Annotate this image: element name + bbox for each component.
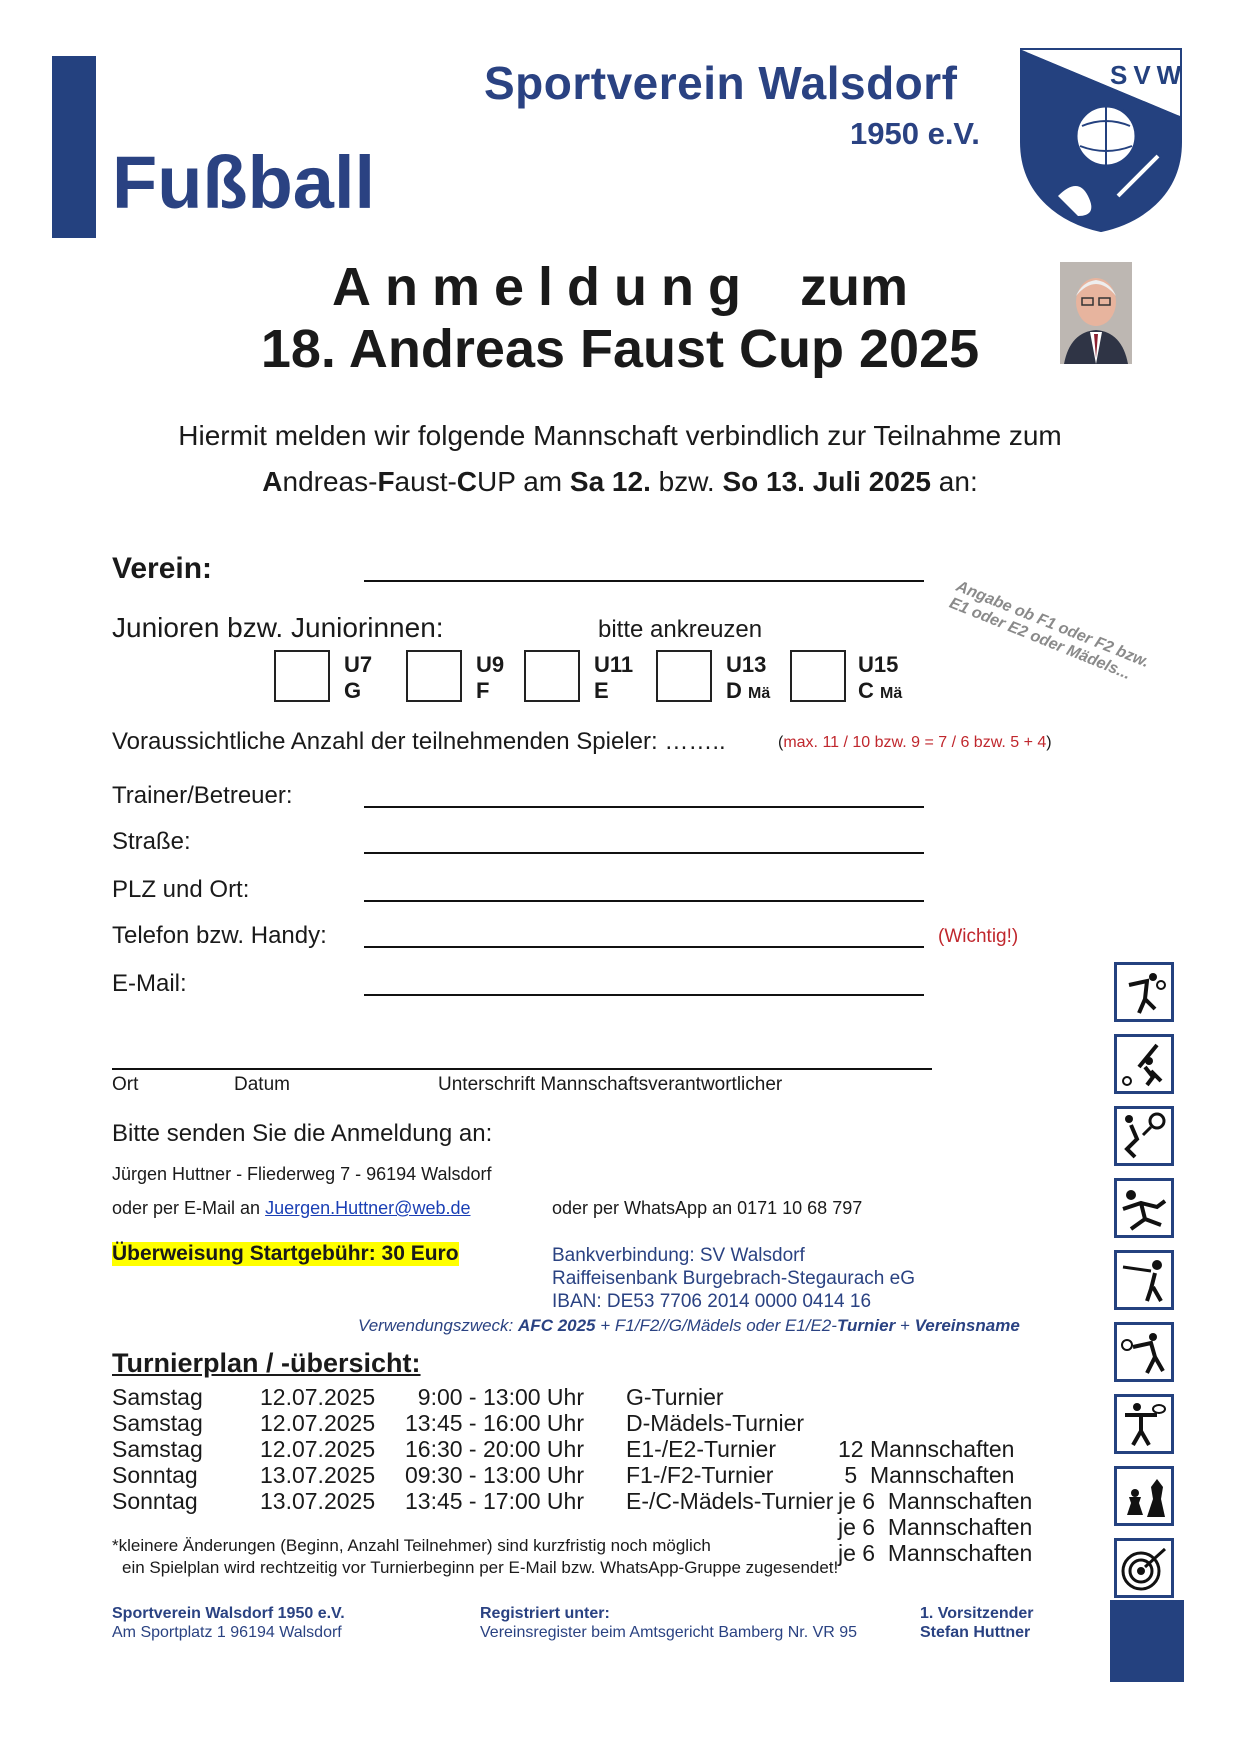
footer-register: Registriert unter: Vereinsregister beim Amtsgericht Bamberg Nr. VR 95 bbox=[480, 1605, 858, 1641]
volleyball-icon bbox=[1114, 1322, 1174, 1382]
department-title: Fußball bbox=[112, 141, 376, 224]
footer-club: Sportverein Walsdorf 1950 e.V. Am Sportplatz 1 96194 Walsdorf bbox=[112, 1605, 345, 1641]
club-year: 1950 e.V. bbox=[850, 116, 980, 151]
sign-datum: Datum bbox=[234, 1074, 290, 1095]
plz-ort-label: PLZ und Ort: bbox=[112, 876, 250, 903]
ankreuzen-hint: bitte ankreuzen bbox=[598, 616, 763, 643]
checkbox-u11[interactable] bbox=[524, 650, 580, 702]
players-note: (max. 11 / 10 bzw. 9 = 7 / 6 bzw. 5 + 4) bbox=[778, 734, 1052, 751]
schedule-day-col: Samstag Samstag Samstag Sonntag Sonntag bbox=[112, 1384, 203, 1514]
telefon-input-line[interactable] bbox=[364, 946, 924, 948]
club-logo bbox=[1018, 46, 1184, 232]
label-u13: U13 D Mä bbox=[726, 652, 771, 703]
title-line-1 bbox=[0, 256, 1240, 318]
telefon-label: Telefon bzw. Handy: bbox=[112, 922, 327, 949]
bank-info bbox=[552, 1244, 915, 1313]
title-word-zum: zum bbox=[800, 257, 908, 317]
trainer-label: Trainer/Betreuer: bbox=[112, 782, 293, 809]
schedule-note-1: *kleinere Änderungen (Beginn, Anzahl Teilnehmer) sind kurzfristig noch möglich bbox=[112, 1536, 711, 1555]
email-input-line[interactable] bbox=[364, 994, 924, 996]
gymnastics-icon bbox=[1114, 1178, 1174, 1238]
strasse-input-line[interactable] bbox=[364, 852, 924, 854]
tennis-icon bbox=[1114, 1034, 1174, 1094]
club-name: Sportverein Walsdorf bbox=[484, 57, 958, 109]
email-label: E-Mail: bbox=[112, 970, 187, 997]
intro-line-1: Hiermit melden wir folgende Mannschaft verbindlich zur Teilnahme zum bbox=[178, 420, 1062, 451]
strasse-label: Straße: bbox=[112, 828, 191, 855]
badminton-icon bbox=[1114, 1394, 1174, 1454]
label-u11: U11 E bbox=[594, 652, 634, 703]
send-address: Jürgen Huttner - Fliederweg 7 - 96194 Walsdorf bbox=[112, 1164, 492, 1184]
signature-line[interactable] bbox=[112, 1068, 932, 1070]
schedule-date-col: 12.07.2025 12.07.2025 12.07.2025 13.07.2025 13.07.2025 bbox=[260, 1384, 376, 1514]
junioren-label: Junioren bzw. Juniorinnen: bbox=[112, 612, 444, 643]
schedule-time-col: 9:00 - 13:00 Uhr 13:45 - 16:00 Uhr 16:30 - 20:00 Uhr 09:30 - 13:00 Uhr 13:45 - 17:00 Uhr bbox=[404, 1384, 584, 1514]
fee-highlight: Überweisung Startgebühr: 30 Euro bbox=[112, 1242, 459, 1265]
header-accent-bar bbox=[52, 56, 96, 238]
sidebar-accent-block bbox=[1110, 1600, 1184, 1682]
purpose-line: Verwendungszweck: AFC 2025 + F1/F2//G/Mädels oder E1/E2-Turnier + Vereinsname bbox=[358, 1316, 1020, 1335]
checkbox-u15[interactable] bbox=[790, 650, 846, 702]
logo-text: SVW bbox=[1110, 60, 1184, 90]
rotated-hint: Angabe ob F1 oder F2 bzw. E1 oder E2 oder Mädels... bbox=[946, 578, 1152, 684]
title-line-2: 18. Andreas Faust Cup 2025 bbox=[260, 319, 980, 379]
wichtig-note: (Wichtig!) bbox=[938, 926, 1019, 947]
send-heading: Bitte senden Sie die Anmeldung an: bbox=[112, 1120, 493, 1147]
verein-label: Verein: bbox=[112, 552, 213, 585]
send-email-line: oder per E-Mail an Juergen.Huttner@web.de bbox=[112, 1198, 471, 1218]
bank-line-1: Bankverbindung: SV Walsdorf bbox=[552, 1245, 805, 1266]
intro-line-2: Andreas-Faust-CUP am Sa 12. bzw. So 13. Juli 2025 an: bbox=[262, 466, 978, 497]
send-whatsapp: oder per WhatsApp an 0171 10 68 797 bbox=[552, 1198, 863, 1218]
table-tennis-icon bbox=[1114, 1106, 1174, 1166]
label-u15: U15 C Mä bbox=[858, 652, 903, 703]
checkbox-u9[interactable] bbox=[406, 650, 462, 702]
sign-unterschrift: Unterschrift Mannschaftsverantwortlicher bbox=[438, 1074, 783, 1095]
schedule-heading: Turnierplan / -übersicht: bbox=[112, 1348, 421, 1378]
checkbox-u13[interactable] bbox=[656, 650, 712, 702]
footer-chairman: 1. Vorsitzender Stefan Huttner bbox=[920, 1605, 1034, 1641]
shooting-icon bbox=[1114, 1250, 1174, 1310]
schedule-teams-col: 12 Mannschaften 5 Mannschaften je 6 Mannschaften je 6 Mannschaften je 6 Mannschaften bbox=[838, 1436, 1033, 1566]
darts-icon bbox=[1114, 1538, 1174, 1598]
label-u9: U9 F bbox=[476, 652, 505, 703]
verein-input-line[interactable] bbox=[364, 580, 924, 582]
players-label: Voraussichtliche Anzahl der teilnehmenden Spieler: …….. bbox=[112, 728, 726, 755]
chess-icon bbox=[1114, 1466, 1174, 1526]
bank-iban: IBAN: DE53 7706 2014 0000 0414 16 bbox=[552, 1291, 872, 1312]
soccer-icon bbox=[1114, 962, 1174, 1022]
sign-ort: Ort bbox=[112, 1074, 139, 1095]
email-link[interactable]: Juergen.Huttner@web.de bbox=[265, 1198, 471, 1218]
plz-ort-input-line[interactable] bbox=[364, 900, 924, 902]
schedule-event-col: G-Turnier D-Mädels-Turnier E1-/E2-Turnier F1-/F2-Turnier E-/C-Mädels-Turnier bbox=[626, 1384, 834, 1514]
title-word: Anmeldung bbox=[332, 257, 755, 317]
schedule-note-2: ein Spielplan wird rechtzeitig vor Turnierbeginn per E-Mail bzw. WhatsApp-Gruppe zugesendet! bbox=[122, 1558, 839, 1577]
trainer-input-line[interactable] bbox=[364, 806, 924, 808]
checkbox-u7[interactable] bbox=[274, 650, 330, 702]
label-u7: U7 G bbox=[344, 652, 373, 703]
bank-line-2: Raiffeisenbank Burgebrach-Stegaurach eG bbox=[552, 1268, 915, 1289]
